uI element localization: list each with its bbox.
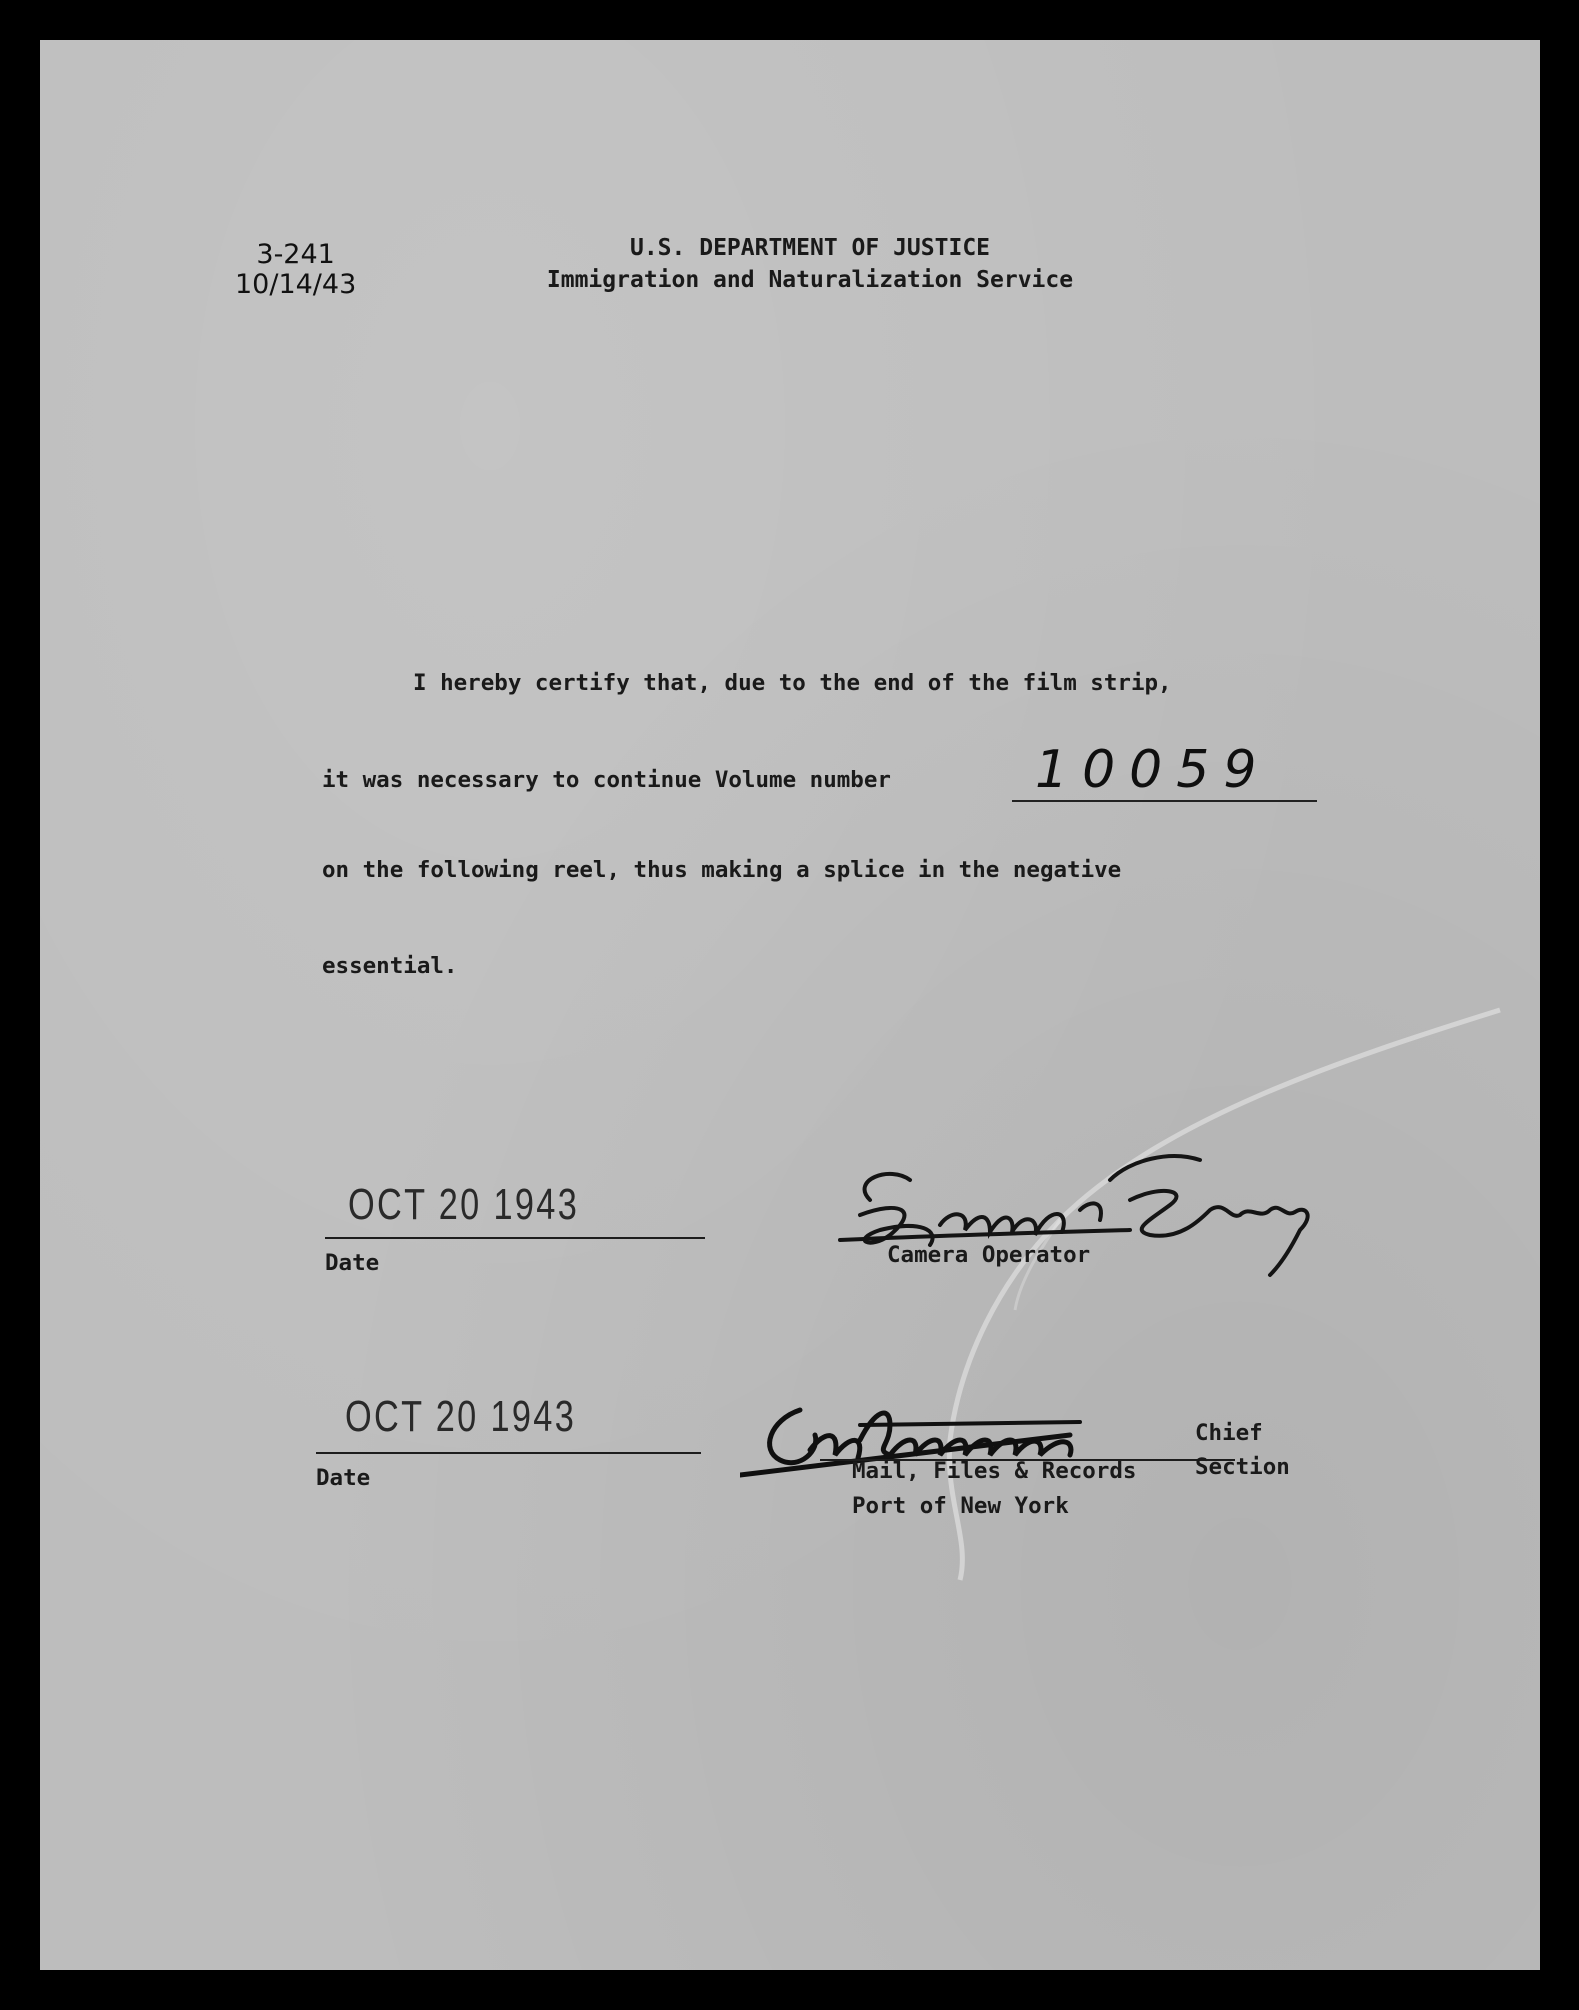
chief-section-label: Section: [1195, 1454, 1290, 1480]
chief-role: Chief: [1195, 1420, 1263, 1446]
department-name: U.S. DEPARTMENT OF JUSTICE: [629, 235, 991, 261]
paper-crease: [40, 40, 1540, 1970]
form-date: 10/14/43: [235, 269, 357, 300]
service-name: Immigration and Naturalization Service: [546, 267, 1074, 293]
chief-section-name: Mail, Files & Records: [852, 1458, 1137, 1484]
camera-operator-role: Camera Operator: [887, 1242, 1091, 1268]
certificate-line-1: I hereby certify that, due to the end of the film strip,: [413, 670, 1172, 696]
camera-operator-date-label: Date: [325, 1250, 380, 1276]
volume-number: 10059: [1035, 740, 1271, 800]
chief-date-label: Date: [316, 1465, 371, 1491]
chief-date-stamp: OCT 20 1943: [345, 1392, 577, 1441]
certificate-line-2: it was necessary to continue Volume number: [322, 767, 891, 793]
camera-operator-date-stamp: OCT 20 1943: [348, 1180, 580, 1229]
certificate-line-3: on the following reel, thus making a splice in the negative: [322, 857, 1122, 883]
chief-date-line: [316, 1452, 701, 1454]
certificate-line-4: essential.: [322, 953, 458, 979]
document-page: [40, 40, 1540, 1970]
form-number: 3-241: [256, 239, 335, 270]
chief-port: Port of New York: [852, 1493, 1069, 1519]
camera-operator-date-line: [325, 1237, 705, 1239]
